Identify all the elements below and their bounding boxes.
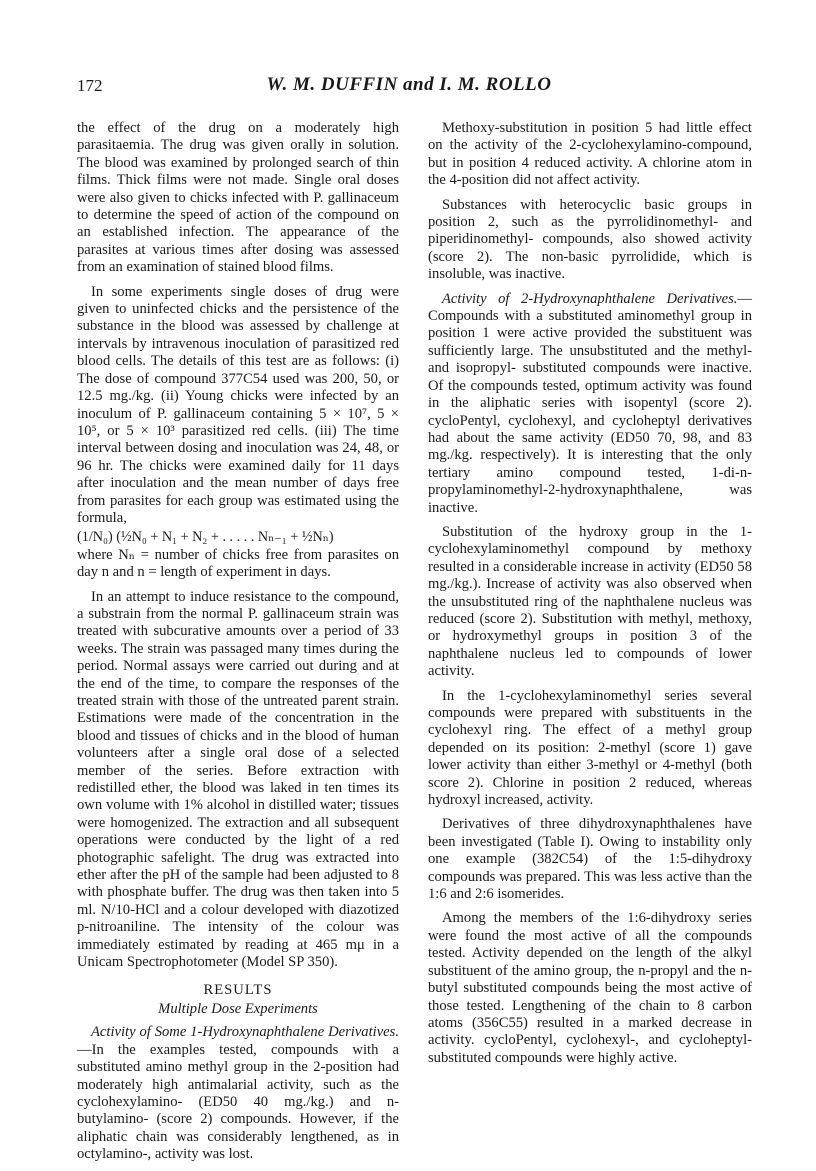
page-header	[77, 76, 741, 104]
paragraph: Derivatives of three dihydroxynaphthalenes have been investigated (Table I). Owing to instability only one example (382C54) of the 1:5-dihydroxy compounds was prepared. This was less active than the 1:6 and 2:6 isomerides.	[428, 816, 752, 903]
inline-heading: Activity of 2-Hydroxynaphthalene Derivatives.	[442, 290, 738, 307]
paragraph: In an attempt to induce resistance to the compound, a substrain from the normal P. gallinaceum strain was treated with subcurative amounts over a period of 33 weeks. The strain was passaged many times during the period. Normal assays were carried out during and at the end of the time, to compare the responses of the treated strain with those of the untreated parent strain. Estimations were made of the concentration in the blood and tissues of chicks and in the blood of human volunteers after a single oral dose of a selected member of the series. Before extraction with redistilled ether, the blood was laked in ten times its own volume with 1% alcohol in distilled water; tissues were homogenized. The extraction and all subsequent operations were conducted by the light of a red photographic safelight. The drug was extracted into ether after the pH of the sample had been adjusted to 8 with phosphate buffer. The drug was then taken into 5 ml. N/10-HCl and a colour developed with diazotized p-nitroaniline. The intensity of the colour was immediately estimated by reading at 465 mμ in a Unicam Spectrophotometer (Model SP 350).	[77, 588, 399, 971]
running-head: W. M. DUFFIN and I. M. ROLLO	[266, 74, 552, 95]
paragraph: In the 1-cyclohexylaminomethyl series several compounds were prepared with substituents in the cyclohexyl ring. The effect of a methyl group depended on its position: 2-methyl (score 1) gave lower activity than either 3-methyl or 4-methyl (both score 2). Chlorine in position 2 reduced, whereas hydroxyl increased, activity.	[428, 687, 752, 809]
paragraph: Methoxy-substitution in position 5 had little effect on the activity of the 2-cyclohexylamino-compound, but in position 4 reduced activity. A chlorine atom in the 4-position did not affect activity.	[428, 120, 752, 189]
formula: (1/N₀) (½N₀ + N₁ + N₂ + . . . . . Nₙ₋₁ + ½Nₙ)	[77, 529, 334, 546]
paragraph: Substitution of the hydroxy group in the 1-cyclohexylaminomethyl compound by methoxy resulted in a considerable increase in activity (ED50 58 mg./kg.). Increase of activity was also observed when the unsubstituted ring of the naphthalene nucleus was reduced (score 2). Substitution with methyl, methoxy, or hydroxymethyl groups in position 3 of the naphthalene nucleus led to compounds of lower activity.	[428, 523, 752, 680]
paragraph	[428, 291, 752, 517]
formula-definition: where Nₙ = number of chicks free from parasites on day n and n = length of experiment in days.	[77, 546, 399, 581]
inline-heading: Activity of Some 1-Hydroxynaphthalene Derivatives.	[91, 1024, 399, 1041]
paragraph: the effect of the drug on a moderately high parasitaemia. The drug was given orally in solution. The blood was examined by prolonged search of thin films. Thick films were not made. Single oral doses were also given to chicks infected with P. gallinaceum to determine the speed of action of the compound on an established infection. The appearance of the parasites at various times after dosing was assessed from an examination of stained blood films.	[77, 120, 399, 276]
left-column	[77, 120, 399, 1171]
paragraph: Among the members of the 1:6-dihydroxy series were found the most active of all the compounds tested. Activity depended on the length of the alkyl substituent of the amino group, the n-propyl and the n-butyl substituted compounds being the most active of those tested. Lengthening of the chain to 8 carbon atoms (356C55) resulted in a marked decrease in activity. cycloPentyl, cyclohexyl-, and cycloheptyl- substituted compounds were highly active.	[428, 910, 752, 1066]
subsection-title: Multiple Dose Experiments	[158, 1000, 318, 1017]
paragraph: Substances with heterocyclic basic groups in position 2, such as the pyrrolidinomethyl- and piperidinomethyl- compounds, also showed activity (score 2). The non-basic pyrrolidide, which is insoluble, was inactive.	[428, 196, 752, 283]
section-title: RESULTS	[203, 981, 273, 998]
paragraph: In some experiments single doses of drug were given to uninfected chicks and the persistence of the substance in the blood was assessed by challenge at intervals by intravenous inoculation of parasitized red blood cells. The details of this test are as follows: (i) The dose of compound 377C54 used was 200, 50, or 12.5 mg./kg. (ii) Young chicks were infected by an inoculum of P. gallinaceum containing 5 × 10⁷, 5 × 10⁵, or 5 × 10³ parasitized red cells. (iii) The time interval between dosing and inoculation was 24, 48, or 96 hr. The chicks were examined daily for 11 days after inoculation and the mean number of days free from parasites for each group was estimated using the formula,	[77, 283, 399, 526]
paragraph-body: —Compounds with a substituted aminomethyl group in position 1 were active provided the substituent was sufficiently large. The unsubstituted and the methyl- and isopropyl- substituted compounds were inactive. Of the compounds tested, optimum activity was found in the aliphatic series with isopentyl (score 2). cycloPentyl, cyclohexyl, and cycloheptyl derivatives had about the same activity (ED50 70, 98, and 83 mg./kg. respectively). It is interesting that the only tertiary amino compound tested, 1-di-n-propylaminomethyl-2-hydroxynaphthalene, was inactive.	[428, 290, 752, 516]
paragraph	[77, 1024, 399, 1163]
right-column	[428, 120, 752, 1074]
page-number: 172	[77, 76, 103, 95]
paragraph-body: —In the examples tested, compounds with a substituted amino methyl group in the 2-position had moderately high antimalarial activity, such as the cyclohexylamino- (ED50 40 mg./kg.) and n-butylamino- (score 2) compounds. However, if the aliphatic chain was considerably lengthened, as in octylamino-, activity was lost.	[77, 1041, 399, 1163]
